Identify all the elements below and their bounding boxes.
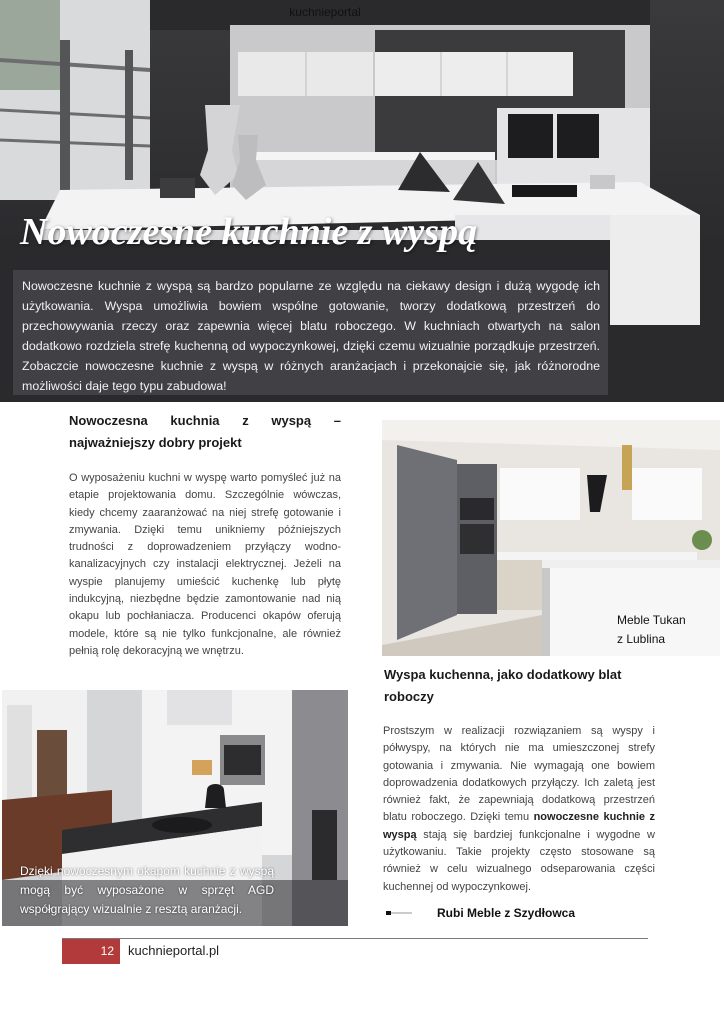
section2-body [383,723,655,896]
section1-body: O wyposażeniu kuchni w wyspę warto pomyśleć już na etapie projektowania domu. Szczególnie wówczas, kiedy chcemy zaaranżować na niej strefę gotowanie i zmywania. Dzięki temu unikniemy późniejszych trudności z doprowadzeniem przyłączy wodno-kanalizacyjnych czy instalacji elektrycznej. Jeżeli na wyspie planujemy umieścić kuchenkę lub płytę indukcyjną, niezbędne będzie zamontowanie nad nią okapu lub pochłaniacza. Producenci okapów oferują modele, które są nie tylko funkcjonalne, ale również pełnią rolę dekoracyjną we wnętrzu. [69,472,341,657]
intro-box [13,270,608,395]
section2-body-part1: Prostszym w realizacji rozwiązaniem są wyspy i półwyspy, na których nie ma umieszczonej strefy gotowania i zmywania. Nie wymagają one bowiem doprowadzenia dodatkowych przyłączy. Ich zaletą jest również fakt, że zapewniają dodatkową przestrzeń blatu roboczego. Dzięki temu [383,725,655,824]
rubi-logo-icon [386,908,412,918]
brand-name: Rubi Meble z Szydłowca [437,906,576,920]
page-number: 12 [62,939,120,964]
section1-heading-line2: najważniejszy dobry projekt [69,435,242,450]
footer-site-link[interactable]: kuchnieportal.pl [128,943,220,958]
section2-body-bold: nowoczesne kuchnie z wyspą [383,811,655,841]
hero-section [0,0,724,402]
intro-text: Nowoczesne kuchnie z wyspą są bardzo popularne ze względu na ciekawy design i dużą wygodę ich użytkowania. Wyspa umożliwia bowiem wspólne gotowanie, tworzy dodatkową przestrzeń do przechowywania rzeczy oraz zapewnia więcej blatu roboczego. W kuchniach otwartych na salon dodatkowo rozdziela strefę kuchenną od wypoczynkowej, dzięki czemu wizualnie porządkuje przestrzeń. Zobaczcie nowoczesne kuchnie z wyspą w różnych aranżacjach i przekonajcie się, jak różnorodne możliwości daje tego typu zabudowa! [22,279,600,393]
page-title: Nowoczesne kuchnie z wyspą [20,211,478,253]
photo1-caption-line2: z Lublina [617,632,666,646]
section2-body-part2: stają się bardziej funkcjonalne i wygodne w użytkowaniu. Takie projekty często stosowane są również w celu wizualnego odseparowania części kuchennej od wypoczynkowej. [383,828,655,893]
photo1-caption [617,611,686,649]
section2-heading: Wyspa kuchenna, jako dodatkowy blat roboczy [384,667,622,704]
section1-heading-line1: Nowoczesna kuchnia z wyspą – [69,413,341,428]
section1-heading [69,410,341,454]
portal-label: kuchnieportal [289,5,361,19]
photo2-caption: Dzięki nowoczesnym okapom kuchnie z wyspą mogą być wyposażone w sprzęt AGD współgrający wizualnie z resztą aranżacji. [20,864,274,916]
photo1-caption-line1: Meble Tukan [617,613,686,627]
footer-divider [62,938,648,939]
